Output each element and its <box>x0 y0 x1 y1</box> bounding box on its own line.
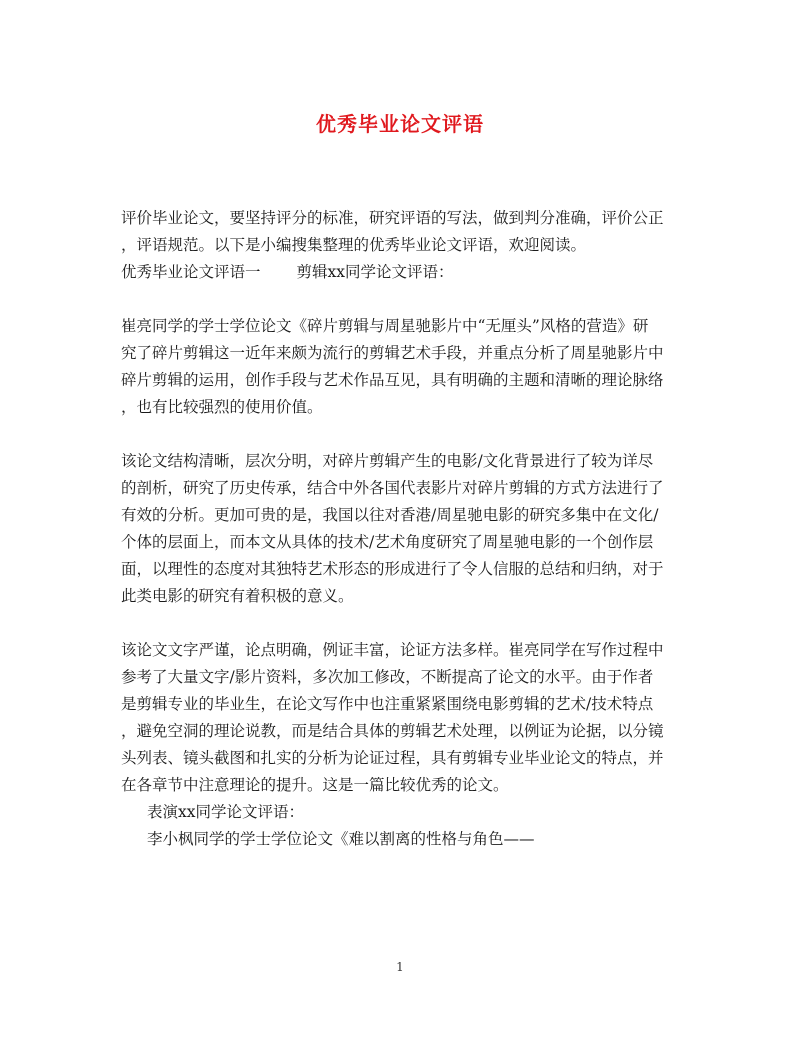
paragraph-line: 是剪辑专业的毕业生，在论文写作中也注重紧紧围绕电影剪辑的艺术/技术特点 <box>121 695 654 713</box>
section-title: 优秀毕业论文评语一 <box>121 263 261 281</box>
intro-line: 评价毕业论文，要坚持评分的标准，研究评语的写法，做到判分准确，评价公正 <box>121 209 664 227</box>
paragraph-line: 个体的层面上，而本文从具体的技术/艺术角度研究了周星驰电影的一个创作层 <box>121 533 654 551</box>
document-title: 优秀毕业论文评语 <box>316 112 484 136</box>
paragraph-line: 头列表、镜头截图和扎实的分析为论证过程，具有剪辑专业毕业论文的特点，并 <box>121 749 664 767</box>
intro-line: ，评语规范。以下是小编搜集整理的优秀毕业论文评语，欢迎阅读。 <box>121 236 587 254</box>
paragraph-line: 该论文结构清晰，层次分明，对碎片剪辑产生的电影/文化背景进行了较为详尽 <box>121 452 654 470</box>
paragraph-line: 此类电影的研究有着积极的意义。 <box>121 587 354 605</box>
paragraph-line: 究了碎片剪辑这一近年来颇为流行的剪辑艺术手段，并重点分析了周星驰影片中 <box>121 344 664 362</box>
page-number: 1 <box>396 960 404 974</box>
paragraph-line: 崔亮同学的学士学位论文《碎片剪辑与周星驰影片中“无厘头”风格的营造》研 <box>121 317 649 335</box>
paragraph-line: 在各章节中注意理论的提升。这是一篇比较优秀的论文。 <box>121 776 509 794</box>
paragraph-line: 该论文文字严谨，论点明确，例证丰富，论证方法多样。崔亮同学在写作过程中 <box>121 641 664 659</box>
paragraph-line: 有效的分析。更加可贵的是，我国以往对香港/周星驰电影的研究多集中在文化/ <box>121 506 659 524</box>
paragraph-line: ，也有比较强烈的使用价值。 <box>121 398 323 416</box>
paragraph-line: 参考了大量文字/影片资料，多次加工修改，不断提高了论文的水平。由于作者 <box>121 668 654 686</box>
paragraph-4-start: 李小枫同学的学士学位论文《难以割离的性格与角色—— <box>147 830 535 848</box>
paragraph-line: 面，以理性的态度对其独特艺术形态的形成进行了令人信服的总结和归纳，对于 <box>121 560 664 578</box>
paragraph-line: ，避免空洞的理论说教，而是结合具体的剪辑艺术处理，以例证为论据，以分镜 <box>121 722 664 740</box>
document-body <box>121 205 681 853</box>
paragraph-line: 的剖析，研究了历史传承，结合中外各国代表影片对碎片剪辑的方式方法进行了 <box>121 479 664 497</box>
subheading-2: 表演xx同学论文评语： <box>147 803 304 821</box>
paragraph-line: 碎片剪辑的运用，创作手段与艺术作品互见，具有明确的主题和清晰的理论脉络 <box>121 371 664 389</box>
section-heading <box>121 259 681 286</box>
section-subject: 剪辑xx同学论文评语： <box>296 263 454 281</box>
